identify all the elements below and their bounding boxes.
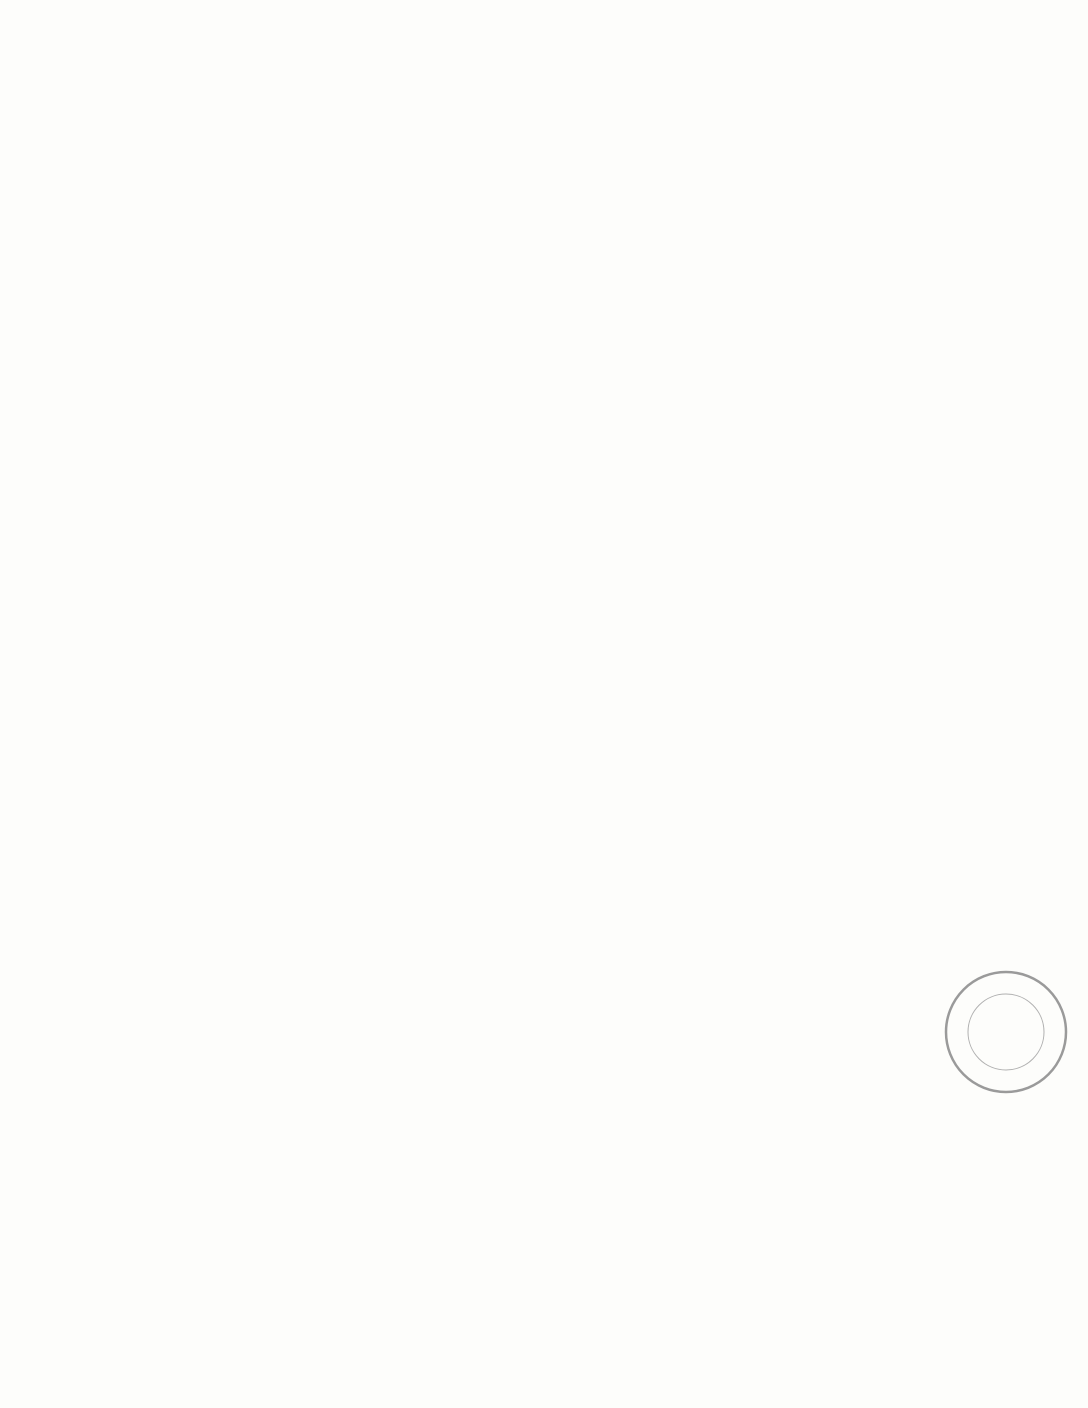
transcript-line [282,411,982,454]
transcript-line [282,541,982,584]
transcript-line [282,1275,982,1318]
transcript-line [282,454,982,497]
transcript-line [282,1232,982,1275]
transcript-line [282,800,982,843]
transcript-line [282,1145,982,1188]
transcript-line [282,195,982,238]
transcript-line [282,973,982,1016]
transcript-line [282,584,982,627]
transcript-line [282,713,982,756]
transcript-line [282,152,982,195]
transcript-line [282,670,982,713]
transcript-line [282,757,982,800]
transcript-line [282,498,982,541]
transcript-line [282,238,982,281]
truman-library-seal-stamp [942,968,1070,1096]
transcript-line [282,843,982,886]
transcript-line [282,886,982,929]
transcript-line [282,325,982,368]
transcript-line [282,1016,982,1059]
transcript-line [282,1102,982,1145]
transcript-line [282,1189,982,1232]
transcript-line [282,368,982,411]
transcript-body [282,152,982,1361]
transcript-line [282,1059,982,1102]
transcript-line [282,929,982,972]
transcript-line [282,627,982,670]
transcript-line [282,282,982,325]
transcript-line [282,1318,982,1361]
